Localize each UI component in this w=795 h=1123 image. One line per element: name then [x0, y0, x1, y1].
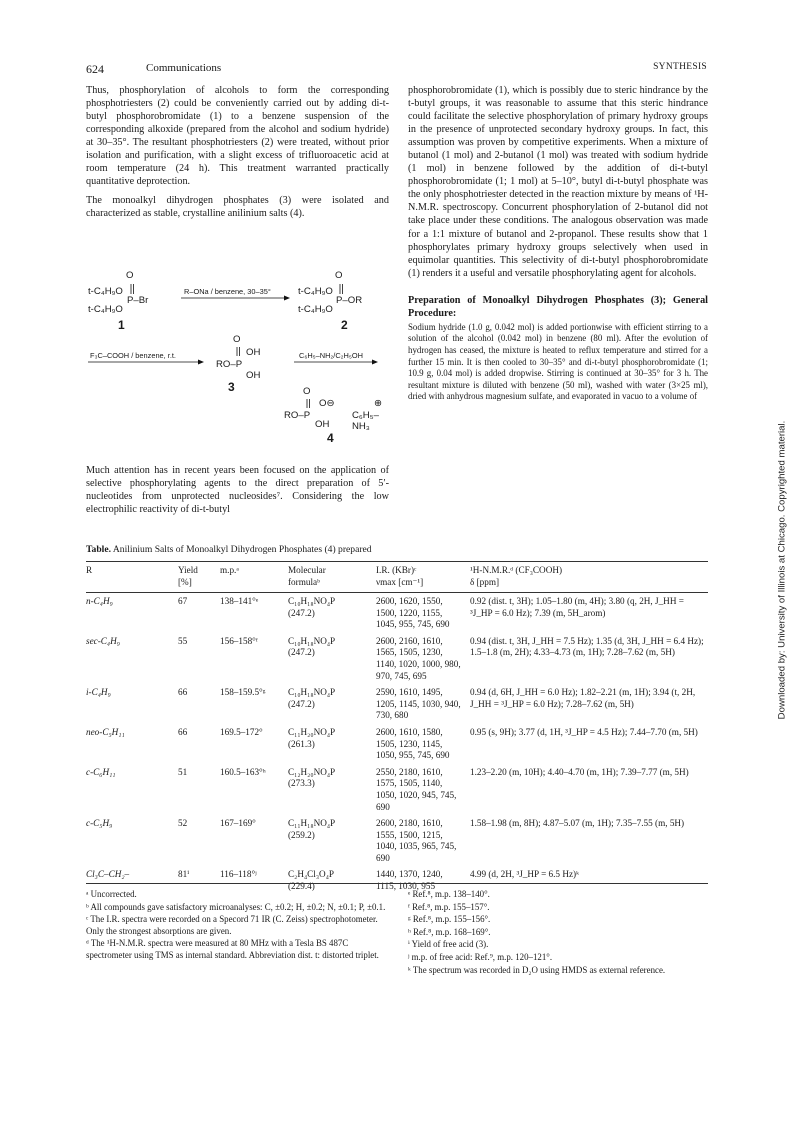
cell-yield: 66	[178, 687, 188, 698]
conditions-2: F₃C–COOH / benzene, r.t.	[90, 351, 176, 360]
paragraph: Thus, phosphorylation of alcohols to form the corresponding phosphotriesters (2) could be conveniently carried out by adding di-t-butyl phosphorobromidate (1) to a benzene suspension of the corresponding alkoxide (prepared from the alcohol and sodium hydride) at 30–35°. The resultant phosphotriesters (2) were treated, without prior isolation and purification, with a slight excess of trifluoroacetic acid at room temperature (24 h). This treatment warranted practically quantitative deprotection.	[86, 85, 389, 188]
header-formula: Molecular	[288, 565, 326, 575]
reaction-scheme: O t-C₄H₉O t-C₄H₉O P–Br 1 R–ONa / benzene, 30–35° O t-C₄H₉O t-C₄H₉O P–OR 2 F₃C–COOH / benzene, r.t. O RO–P OH OH 3 C₆H₅–NH₂/C₂H₅OH O O⊖ RO–P OH C₆H₅–NH₃ ⊕ 4	[86, 276, 391, 466]
cell-molecular-weight: (247.2)	[288, 647, 315, 658]
ro-p-group: RO–P	[216, 359, 243, 370]
cell-formula-text: C₁₁H₁₈NO₄P	[288, 818, 336, 829]
cell-yield: 52	[178, 818, 188, 829]
header-nmr: ¹H-N.M.R.ᵈ (CF₃COOH)	[470, 565, 563, 575]
journal-name: SYNTHESIS	[653, 62, 707, 72]
reagent-tbuo-1: t-C₄H₉O	[88, 286, 123, 297]
table-caption-text: Anilinium Salts of Monoalkyl Dihydrogen Phosphates (4) prepared	[112, 544, 372, 555]
conditions-1: R–ONa / benzene, 30–35°	[184, 287, 271, 296]
compound-4-label: 4	[327, 431, 334, 445]
cell-molecular-weight: (259.2)	[288, 829, 315, 840]
cell-molecular-weight: (261.3)	[288, 738, 315, 749]
cell-formula	[288, 818, 376, 869]
cell-nmr: 0.92 (dist. t, 3H); 1.05–1.80 (m, 4H); 3.80 (q, 2H, J_HH = ³J_HP = 6.0 Hz); 7.39 (m, 5H_arom)	[470, 596, 684, 618]
cell-molecular-weight: (229.4)	[288, 881, 315, 892]
paragraph: The monoalkyl dihydrogen phosphates (3) were isolated and characterized as stable, crystalline anilinium salts (4).	[86, 195, 389, 220]
paragraph: phosphorobromidate (1), which is possibly due to steric hindrance by the t-butyl groups, it was reasonable to assume that this steric hindrance could facilitate the selective phosphorylation of primary hydroxy groups in the presence of unprotected secondary hydroxy groups. In fact, this assumption was proven by competitive experiments. When a mixture of butanol (1 mol) and 2-butanol (1 mol) was treated with sodium hydride (1 mol) in benzene followed by the addition of di-t-butyl phosphorobromidate (1; 1 mol) at 5–10°, butyl di-t-butyl phosphate was the only phosphotriester detected in the reaction mixture by means of ¹H-N.M.R. spectroscopy. Concurrent phosphorylation of 2-butanol did not take place under these conditions. The analogous observation was made for a 1:1 mixture of butanol and 2-propanol. These results show that 1 phosphorylates primary hydroxy groups selectively when used in equimolar quantities. This selectivity of di-t-butyl phosphorobromidate (1) renders it a useful and versatile phosphorylating agent for alcohols.	[408, 85, 708, 279]
cell-formula	[288, 687, 376, 727]
cell-ir: 2600, 2180, 1610, 1555, 1500, 1215, 1040, 1035, 965, 745, 690	[376, 818, 457, 863]
cell-ir: 2600, 2160, 1610, 1565, 1505, 1230, 1140, 1020, 1000, 980, 970, 745, 695	[376, 635, 461, 681]
cell-mp: 156–158°ᶠ	[220, 635, 258, 646]
cell-r: i-C₄H₉	[86, 687, 111, 698]
footnote: ᶠ Ref.⁸, m.p. 155–157°.	[408, 901, 490, 912]
anilinium-group: C₆H₅–NH₃	[352, 410, 379, 432]
cell-r: n-C₄H₉	[86, 596, 113, 606]
product-tbuo-1: t-C₄H₉O	[298, 286, 333, 297]
cell-r: c-C₆H₁₁	[86, 766, 116, 777]
cell-nmr: 4.99 (d, 2H, ³J_HP = 6.5 Hz)ᵏ	[470, 869, 579, 880]
cell-r: c-C₅H₉	[86, 818, 113, 829]
table-row	[86, 767, 708, 818]
table-body	[86, 596, 708, 898]
cell-yield: 55	[178, 635, 188, 646]
procedure-text: Sodium hydride (1.0 g, 0.042 mol) is added portionwise with efficient stirring to a solution of the alcohol (0.042 mol) in benzene (80 ml). After the evolution of hydrogen has ceased, the mixture is heated to reflux temperature and stirred for a further 15 min. It is then cooled to 30–35° and di-t-butyl phosphorobromidate (1; 10.9 g, 0.04 mol) is added dropwise. Stirring is continued at 30–35° for 3 h. The resultant mixture is diluted with benzene (50 ml), washed with water (3×25 ml), dried with anhydrous magnesium sulfate, and evaporated in vacuo to a volume of	[408, 321, 708, 402]
footnotes-right	[408, 889, 708, 977]
cell-molecular-weight: (247.2)	[288, 607, 315, 618]
compound-1-label: 1	[118, 318, 125, 332]
table-header-rule	[86, 592, 708, 593]
page-number: 624	[86, 62, 104, 76]
cell-r: Cl₃C–CH₂–	[86, 869, 130, 880]
cell-r: neo-C₅H₁₁	[86, 726, 125, 737]
cell-mp: 116–118°ʲ	[220, 869, 257, 880]
table-caption	[86, 544, 372, 555]
header-r: R	[86, 565, 93, 575]
right-column	[408, 84, 708, 409]
compound-3-label: 3	[228, 380, 235, 394]
cell-mp: 160.5–163°ʰ	[220, 766, 266, 777]
cell-formula	[288, 767, 376, 818]
conditions-3: C₆H₅–NH₂/C₂H₅OH	[299, 351, 363, 360]
footnote: ᵏ The spectrum was recorded in D₂O using HMDS as external reference.	[408, 964, 666, 975]
cell-ir: 2550, 2180, 1610, 1575, 1505, 1140, 1050, 1020, 945, 745, 690	[376, 766, 457, 812]
header-yield: Yield	[178, 565, 198, 575]
table-row	[86, 636, 708, 687]
p-br-group: P–Br	[127, 295, 149, 306]
cell-nmr: 0.94 (d, 6H, J_HH = 6.0 Hz); 1.82–2.21 (m, 1H); 3.94 (t, 2H, J_HH = ³J_HP = 6.0 Hz); 7.28–7.62 (m, 5H)	[470, 687, 696, 709]
cell-molecular-weight: (273.3)	[288, 778, 315, 789]
cell-formula-text: C₁₂H₂₀NO₄P	[288, 766, 336, 777]
table-row	[86, 596, 708, 636]
cell-ir: 2600, 1610, 1580, 1505, 1230, 1145, 1050, 955, 745, 690	[376, 726, 450, 761]
cell-mp: 158–159.5°ᵍ	[220, 687, 266, 698]
cell-yield: 66	[178, 726, 188, 737]
compound-2-label: 2	[341, 318, 348, 332]
plus-charge: ⊕	[374, 398, 383, 409]
cell-formula-text: C₁₀H₁₈NO₄P	[288, 635, 336, 646]
product-tbuo-2: t-C₄H₉O	[298, 304, 333, 315]
data-table	[86, 596, 708, 898]
table-bottom-rule	[86, 883, 708, 884]
oh-top: OH	[246, 347, 261, 358]
cell-formula	[288, 636, 376, 687]
left-column-bottom	[86, 464, 389, 522]
cell-ir: 2600, 1620, 1550, 1500, 1220, 1155, 1045, 955, 745, 690	[376, 596, 450, 630]
table-top-rule	[86, 561, 708, 562]
cell-mp: 169.5–172°	[220, 726, 263, 737]
cell-yield: 51	[178, 766, 188, 777]
header-formula-2: formulaᵇ	[288, 577, 320, 587]
cell-formula-text: C₁₀H₁₈NO₄P	[288, 596, 336, 606]
cell-formula	[288, 596, 376, 636]
section-name: Communications	[146, 62, 222, 74]
table-caption-prefix: Table.	[86, 544, 111, 555]
footnote: ᵃ Uncorrected.	[86, 889, 137, 899]
cell-mp: 138–141°ᵉ	[220, 596, 259, 606]
header-yield-unit: [%]	[178, 577, 192, 587]
oh-bottom: OH	[246, 370, 261, 381]
paragraph: Much attention has in recent years been focused on the application of selective phosphorylating agents to the direct preparation of 5′-nucleotides from unprotected nucleosides⁷. Considering the low electrophilic reactivity of di-t-butyl	[86, 465, 389, 516]
cell-formula-text: C₂H₄Cl₃O₄P	[288, 869, 335, 880]
oh-4: OH	[315, 419, 330, 430]
ro-p-group-4: RO–P	[284, 410, 311, 421]
table-row	[86, 727, 708, 767]
footnote: ᵍ Ref.⁸, m.p. 155–156°.	[408, 914, 491, 925]
o-minus: O⊖	[319, 398, 335, 409]
cell-formula-text: C₁₁H₂₀NO₄P	[288, 726, 336, 737]
p-or-group: P–OR	[336, 295, 363, 306]
cell-yield: 67	[178, 596, 188, 606]
footnote: ᵈ The ¹H-N.M.R. spectra were measured at 80 MHz with a Tesla BS 487C spectrometer using TMS as internal standard. Abbreviation dist. t: distorted triplet.	[86, 938, 379, 960]
reagent-tbuo-2: t-C₄H₉O	[88, 304, 123, 315]
footnotes-left	[86, 889, 388, 963]
cell-r: sec-C₄H₉	[86, 635, 120, 646]
cell-formula-text: C₁₀H₁₈NO₄P	[288, 687, 336, 698]
cell-yield: 81ⁱ	[178, 869, 190, 880]
footnote: ʰ Ref.⁸, m.p. 168–169°.	[408, 926, 491, 937]
cell-nmr: 1.58–1.98 (m, 8H); 4.87–5.07 (m, 1H); 7.35–7.55 (m, 5H)	[470, 818, 685, 829]
cell-molecular-weight: (247.2)	[288, 698, 315, 709]
left-column-top	[86, 84, 389, 226]
header-mp: m.p.ᵃ	[220, 565, 239, 575]
cell-formula	[288, 727, 376, 767]
oxo-label: O	[335, 270, 343, 281]
table-row	[86, 818, 708, 869]
cell-ir: 1440, 1370, 1240, 1115, 1030, 955	[376, 869, 443, 892]
cell-mp: 167–169°	[220, 818, 256, 829]
cell-ir: 2590, 1610, 1495, 1205, 1145, 1030, 940, 730, 680	[376, 687, 461, 721]
footnote: ⁱ Yield of free acid (3).	[408, 939, 489, 950]
header-nmr-2: δ [ppm]	[470, 577, 500, 587]
footnote: ᵉ Ref.⁸, m.p. 138–140°.	[408, 889, 490, 899]
cell-nmr: 0.94 (dist. t, 3H, J_HH = 7.5 Hz); 1.35 (d, 3H, J_HH = 6.4 Hz); 1.5–1.8 (m, 2H); 4.33–4.73 (m, 1H); 7.28–7.62 (m, 5H)	[470, 635, 704, 658]
footnote: ʲ m.p. of free acid: Ref.⁹, m.p. 120–121°.	[408, 951, 553, 962]
cell-nmr: 1.23–2.20 (m, 10H); 4.40–4.70 (m, 1H); 7.39–7.77 (m, 5H)	[470, 766, 689, 777]
footnote: ᶜ The I.R. spectra were recorded on a Specord 71 IR (C. Zeiss) spectrophotometer. Only the strongest absorptions are given.	[86, 914, 378, 936]
procedure-heading: Preparation of Monoalkyl Dihydrogen Phosphates (3); General Procedure:	[408, 294, 708, 319]
header-ir: I.R. (KBr)ᶜ	[376, 565, 417, 575]
download-notice: Downloaded by: University of Illinois at Chicago. Copyrighted material.	[776, 420, 788, 720]
footnote: ᵇ All compounds gave satisfactory microanalyses: C, ±0.2; H, ±0.2; N, ±0.1; P, ±0.1.	[86, 901, 386, 912]
table-row	[86, 687, 708, 727]
cell-nmr: 0.95 (s, 9H); 3.77 (d, 1H, ³J_HP = 4.5 Hz); 7.44–7.70 (m, 5H)	[470, 726, 698, 737]
header-ir-2: νmax [cm⁻¹]	[376, 577, 424, 587]
